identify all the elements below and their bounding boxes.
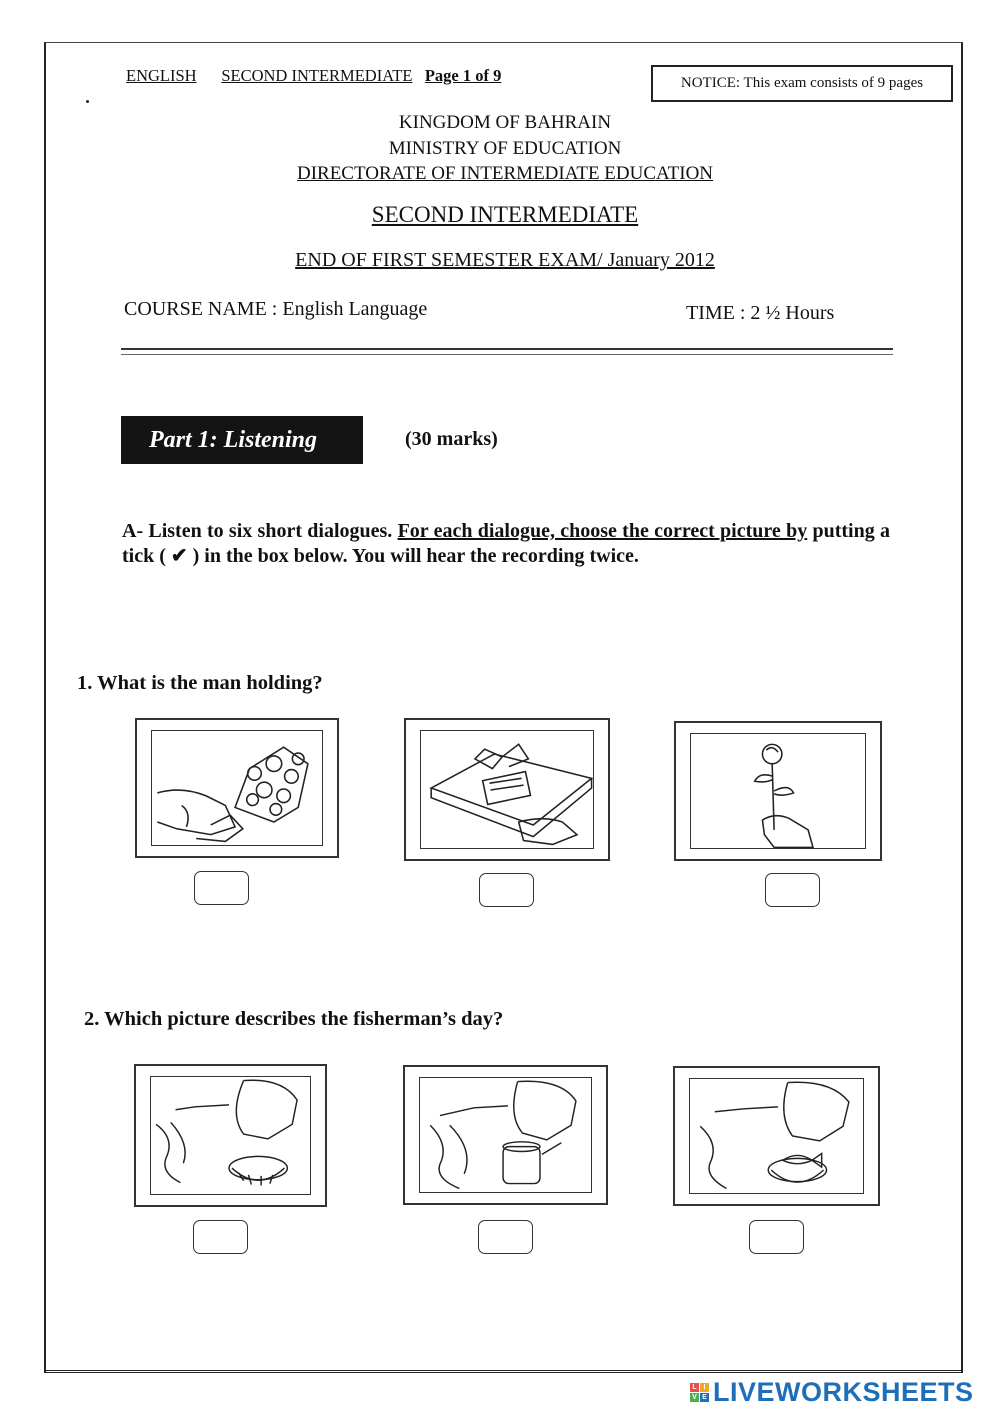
brand-name: LIVEWORKSHEETS <box>713 1376 974 1407</box>
instructions-underlined: For each dialogue, choose the correct picture by <box>397 520 808 542</box>
bouquet-icon <box>137 720 337 856</box>
page-border-bottom <box>44 1370 961 1373</box>
gift-box-icon <box>406 720 608 859</box>
exam-title: END OF FIRST SEMESTER EXAM/ January 2012 <box>295 249 715 271</box>
picture-bouquet <box>135 718 339 858</box>
answer-box-q1-a[interactable] <box>194 871 249 905</box>
instructions-rest: putting a tick ( ✔ ) in the box below. You will hear the recording twice. <box>122 520 890 567</box>
answer-box-q1-c[interactable] <box>765 873 820 907</box>
answer-box-q2-a[interactable] <box>193 1220 248 1254</box>
part-banner: Part 1: Listening <box>121 416 363 464</box>
rose-icon <box>676 723 880 859</box>
running-header <box>126 66 501 86</box>
fisherman-icon <box>136 1066 325 1205</box>
picture-fisherman-jar <box>403 1065 608 1205</box>
picture-fisherman-basket <box>134 1064 327 1207</box>
answer-box-q2-b[interactable] <box>478 1220 533 1254</box>
instructions-lead: A- Listen to six short dialogues. <box>122 520 398 542</box>
header-subject: ENGLISH <box>126 66 197 85</box>
part-marks: (30 marks) <box>405 428 498 450</box>
header-page: Page 1 of 9 <box>424 66 502 85</box>
answer-box-q1-b[interactable] <box>479 873 534 907</box>
question-1: 1. What is the man holding? <box>77 672 323 694</box>
scan-speck <box>86 100 89 103</box>
picture-single-rose <box>674 721 882 861</box>
divider <box>121 354 893 355</box>
question-2: 2. Which picture describes the fisherman’s day? <box>84 1008 504 1030</box>
exam-time: TIME : 2 ½ Hours <box>686 302 835 324</box>
liveworksheets-logo <box>690 1376 990 1408</box>
divider <box>121 348 893 350</box>
kingdom-title: KINGDOM OF BAHRAIN <box>398 112 612 133</box>
logo-mark-icon: L I V E <box>690 1383 709 1402</box>
answer-box-q2-c[interactable] <box>749 1220 804 1254</box>
course-name: COURSE NAME : English Language <box>124 298 428 320</box>
fisherman-fish-icon <box>675 1068 878 1204</box>
picture-gift <box>404 718 610 861</box>
ministry-title: MINISTRY OF EDUCATION <box>388 138 622 159</box>
fisherman-jar-icon <box>405 1067 606 1203</box>
level-title: SECOND INTERMEDIATE <box>371 202 639 227</box>
header-level: SECOND INTERMEDIATE <box>221 66 413 85</box>
instructions <box>122 519 890 569</box>
notice-box: NOTICE: This exam consists of 9 pages <box>651 65 953 102</box>
picture-fisherman-basket-fish <box>673 1066 880 1206</box>
directorate-title: DIRECTORATE OF INTERMEDIATE EDUCATION <box>296 163 714 184</box>
